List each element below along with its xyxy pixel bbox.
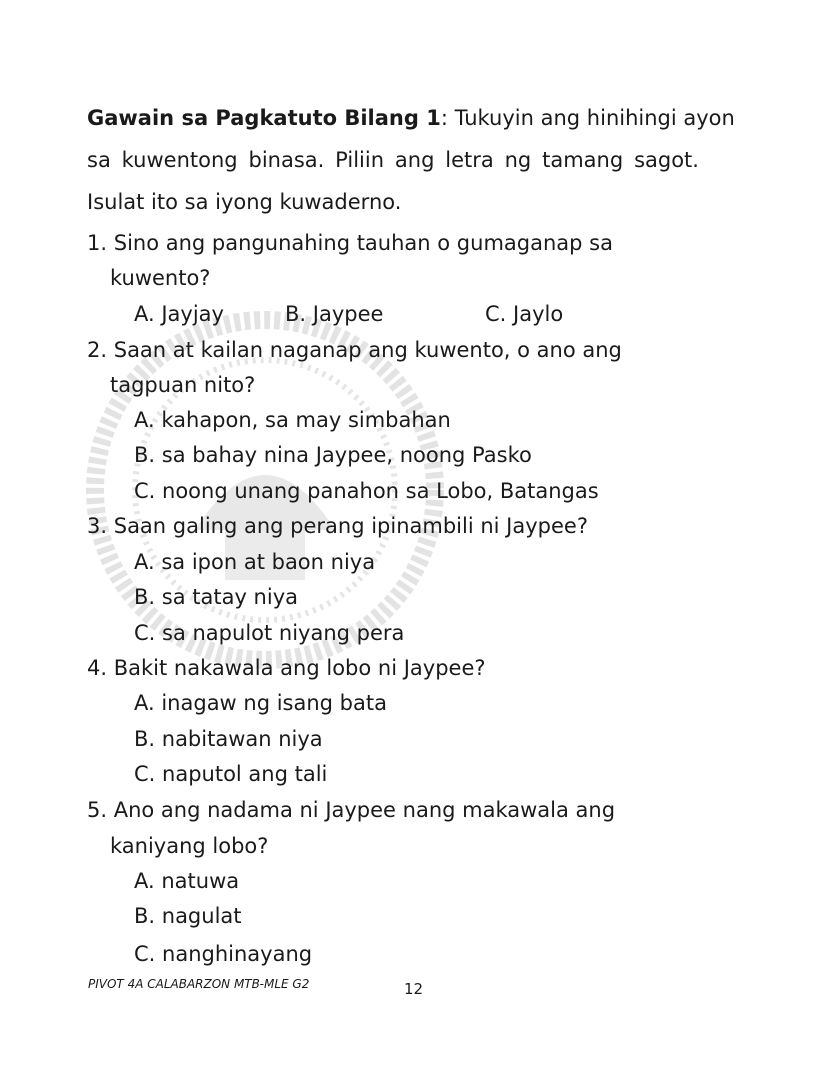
question-1 [87, 229, 613, 257]
instruction-text-1: : Tukuyin ang hinihingi ayon [440, 106, 735, 130]
instruction-line-2 [87, 146, 699, 174]
question-5 [87, 796, 615, 824]
question-2-continuation: tagpuan nito? [110, 373, 256, 397]
instruction-line-1 [87, 104, 735, 132]
option-a: A. kahapon, sa may simbahan [134, 408, 451, 432]
instruction-word: letra [445, 148, 494, 172]
question-number: 1. [87, 231, 108, 255]
option-b: B. sa tatay niya [134, 585, 298, 609]
question-text: Sino ang pangunahing tauhan o gumaganap sa [113, 231, 613, 255]
option-a: A. sa ipon at baon niya [134, 550, 376, 574]
option-c: C. nanghinayang [134, 942, 313, 966]
activity-heading: Gawain sa Pagkatuto Bilang 1 [87, 106, 441, 130]
question-1-continuation: kuwento? [110, 266, 211, 290]
instruction-word: tamang [542, 148, 624, 172]
option-b: B. sa bahay nina Jaypee, noong Pasko [134, 443, 532, 467]
instruction-word: kuwentong [121, 148, 238, 172]
option-c: C. noong unang panahon sa Lobo, Batangas [134, 479, 599, 503]
instruction-word: ng [504, 148, 532, 172]
question-4 [87, 654, 486, 682]
question-number: 2. [87, 338, 108, 362]
question-number: 3. [87, 514, 108, 538]
question-text: Bakit nakawala ang lobo ni Jaypee? [113, 656, 486, 680]
option-a: A. natuwa [134, 869, 240, 893]
option-c: C. naputol ang tali [134, 762, 328, 786]
question-2 [87, 336, 622, 364]
question-text: Saan at kailan naganap ang kuwento, o ano ang [113, 338, 622, 362]
question-number: 5. [87, 798, 108, 822]
question-5-continuation: kaniyang lobo? [110, 834, 269, 858]
instruction-line-3: Isulat ito sa iyong kuwaderno. [87, 190, 402, 214]
option-c: C. Jaylo [485, 302, 564, 326]
question-text: Ano ang nadama ni Jaypee nang makawala ang [113, 798, 616, 822]
question-3 [87, 512, 588, 540]
option-b: B. Jaypee [285, 302, 384, 326]
option-c: C. sa napulot niyang pera [134, 621, 405, 645]
instruction-word: sa [87, 148, 111, 172]
option-b: B. nabitawan niya [134, 727, 323, 751]
instruction-word: Piliin [335, 148, 385, 172]
instruction-word: ang [394, 148, 435, 172]
question-text: Saan galing ang perang ipinambili ni Jaypee? [113, 514, 588, 538]
option-a: A. Jayjay [134, 302, 224, 326]
option-a: A. inagaw ng isang bata [134, 691, 387, 715]
footer-label: PIVOT 4A CALABARZON MTB-MLE G2 [88, 977, 310, 991]
page-number: 12 [404, 980, 424, 998]
option-b: B. nagulat [134, 904, 242, 928]
instruction-word: binasa. [248, 148, 325, 172]
question-number: 4. [87, 656, 108, 680]
instruction-word: sagot. [634, 148, 699, 172]
